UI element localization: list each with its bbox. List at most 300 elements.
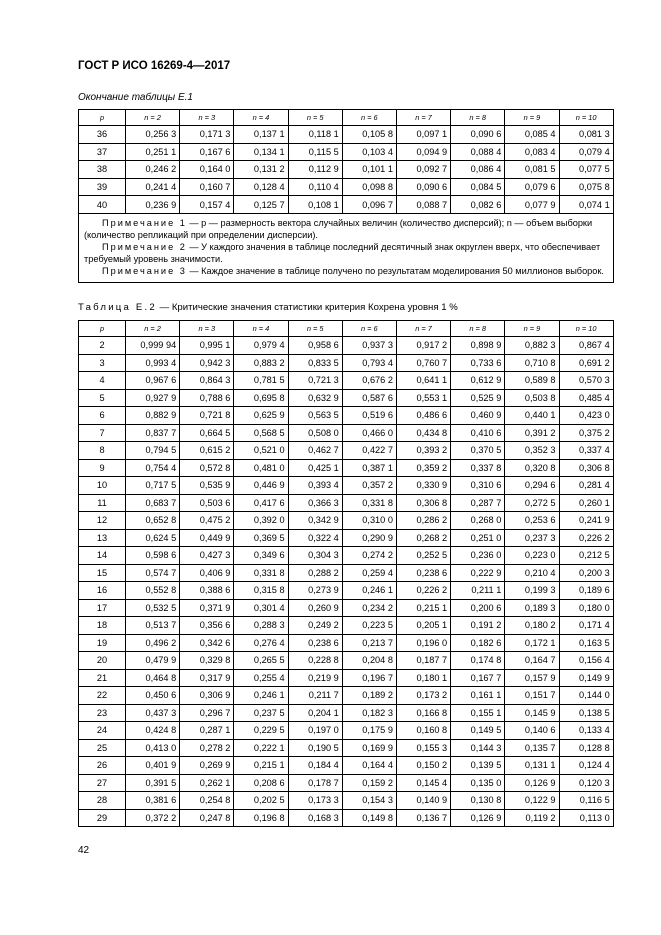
- table-row: [79, 652, 614, 670]
- table-cell: 0,371 9: [180, 599, 234, 617]
- table-cell: 0,462 7: [288, 442, 342, 460]
- table-cell: 0,356 6: [180, 617, 234, 635]
- row-p-cell: 7: [79, 424, 126, 442]
- table-cell: 0,288 2: [288, 564, 342, 582]
- table-cell: 0,269 9: [180, 757, 234, 775]
- table-cell: 0,135 0: [451, 774, 505, 792]
- column-header: n = 3: [180, 321, 234, 337]
- table-cell: 0,222 9: [451, 564, 505, 582]
- table-cell: 0,164 7: [505, 652, 559, 670]
- row-p-cell: 16: [79, 582, 126, 600]
- table-cell: 0,169 9: [342, 739, 396, 757]
- table-cell: 0,967 6: [126, 372, 180, 390]
- column-header: n = 8: [451, 110, 505, 126]
- table-cell: 0,268 0: [451, 512, 505, 530]
- table-cell: 0,587 6: [342, 389, 396, 407]
- table-cell: 0,130 8: [451, 792, 505, 810]
- table-cell: 0,337 8: [451, 459, 505, 477]
- table-cell: 0,252 5: [396, 547, 450, 565]
- table-cell: 0,286 2: [396, 512, 450, 530]
- table-cell: 0,149 9: [559, 669, 613, 687]
- table-cell: 0,413 0: [126, 739, 180, 757]
- table-cell: 0,437 3: [126, 704, 180, 722]
- note-2: [84, 242, 609, 266]
- table-cell: 0,196 7: [342, 669, 396, 687]
- table-cell: 0,155 3: [396, 739, 450, 757]
- table-cell: 0,108 1: [288, 196, 342, 214]
- row-p-cell: 12: [79, 512, 126, 530]
- row-p-cell: 29: [79, 809, 126, 827]
- table-cell: 0,937 3: [342, 337, 396, 355]
- table-cell: 0,375 2: [559, 424, 613, 442]
- table-cell: 0,215 1: [234, 757, 288, 775]
- table-row: [79, 161, 614, 179]
- table-cell: 0,077 5: [559, 161, 613, 179]
- table-cell: 0,391 2: [505, 424, 559, 442]
- table-cell: 0,226 2: [396, 582, 450, 600]
- column-header: p: [79, 321, 126, 337]
- table1-caption: Окончание таблицы Е.1: [78, 92, 193, 103]
- table-cell: 0,138 5: [559, 704, 613, 722]
- table-cell: 0,161 1: [451, 687, 505, 705]
- table-cell: 0,237 3: [505, 529, 559, 547]
- table-cell: 0,140 9: [396, 792, 450, 810]
- table-cell: 0,187 7: [396, 652, 450, 670]
- table-cell: 0,393 4: [288, 477, 342, 495]
- table-cell: 0,466 0: [342, 424, 396, 442]
- table-cell: 0,833 5: [288, 354, 342, 372]
- table-cell: 0,268 2: [396, 529, 450, 547]
- table-cell: 0,197 0: [288, 722, 342, 740]
- row-p-cell: 22: [79, 687, 126, 705]
- table-cell: 0,306 8: [396, 494, 450, 512]
- table-cell: 0,446 9: [234, 477, 288, 495]
- table-cell: 0,180 1: [396, 669, 450, 687]
- row-p-cell: 11: [79, 494, 126, 512]
- table-row: [79, 126, 614, 144]
- table-cell: 0,882 9: [126, 407, 180, 425]
- table-cell: 0,721 8: [180, 407, 234, 425]
- table-cell: 0,260 1: [559, 494, 613, 512]
- table-row: [79, 372, 614, 390]
- table-cell: 0,942 3: [180, 354, 234, 372]
- table2-header-row: [79, 321, 614, 337]
- table-cell: 0,247 8: [180, 809, 234, 827]
- table-cell: 0,212 5: [559, 547, 613, 565]
- table-cell: 0,570 3: [559, 372, 613, 390]
- table-cell: 0,342 9: [288, 512, 342, 530]
- table-cell: 0,167 6: [180, 143, 234, 161]
- table-cell: 0,260 9: [288, 599, 342, 617]
- table-cell: 0,521 0: [234, 442, 288, 460]
- table-cell: 0,995 1: [180, 337, 234, 355]
- table-cell: 0,088 7: [396, 196, 450, 214]
- table-cell: 0,228 8: [288, 652, 342, 670]
- table-cell: 0,222 1: [234, 739, 288, 757]
- table-row: [79, 407, 614, 425]
- table-cell: 0,464 8: [126, 669, 180, 687]
- table-cell: 0,210 4: [505, 564, 559, 582]
- table-cell: 0,486 6: [396, 407, 450, 425]
- table-cell: 0,254 8: [180, 792, 234, 810]
- table-cell: 0,449 9: [180, 529, 234, 547]
- table1-body: [79, 126, 614, 214]
- table-cell: 0,211 1: [451, 582, 505, 600]
- table-cell: 0,552 8: [126, 582, 180, 600]
- table-cell: 0,898 9: [451, 337, 505, 355]
- table-cell: 0,077 9: [505, 196, 559, 214]
- table-cell: 0,126 9: [451, 809, 505, 827]
- column-header: n = 4: [234, 110, 288, 126]
- table-cell: 0,320 8: [505, 459, 559, 477]
- table-row: [79, 617, 614, 635]
- table-cell: 0,612 9: [451, 372, 505, 390]
- table-cell: 0,238 6: [288, 634, 342, 652]
- document-header: ГОСТ Р ИСО 16269-4—2017: [78, 60, 231, 72]
- table-cell: 0,249 2: [288, 617, 342, 635]
- table-cell: 0,110 4: [288, 178, 342, 196]
- table-cell: 0,163 5: [559, 634, 613, 652]
- table-cell: 0,410 6: [451, 424, 505, 442]
- table-cell: 0,128 4: [234, 178, 288, 196]
- table2-caption: [78, 302, 458, 313]
- table-cell: 0,182 3: [342, 704, 396, 722]
- table-cell: 0,213 7: [342, 634, 396, 652]
- column-header: n = 6: [342, 321, 396, 337]
- row-p-cell: 27: [79, 774, 126, 792]
- table-cell: 0,572 8: [180, 459, 234, 477]
- table-cell: 0,422 7: [342, 442, 396, 460]
- table-cell: 0,287 7: [451, 494, 505, 512]
- table-cell: 0,310 0: [342, 512, 396, 530]
- table-cell: 0,131 1: [505, 757, 559, 775]
- table-cell: 0,124 4: [559, 757, 613, 775]
- table-cell: 0,589 8: [505, 372, 559, 390]
- table-cell: 0,359 2: [396, 459, 450, 477]
- table-cell: 0,219 9: [288, 669, 342, 687]
- table-cell: 0,246 2: [126, 161, 180, 179]
- table-cell: 0,074 1: [559, 196, 613, 214]
- table-row: [79, 178, 614, 196]
- table-cell: 0,173 2: [396, 687, 450, 705]
- table-cell: 0,208 6: [234, 774, 288, 792]
- table-cell: 0,151 7: [505, 687, 559, 705]
- table-cell: 0,211 7: [288, 687, 342, 705]
- note-3: [84, 266, 609, 278]
- table-cell: 0,867 4: [559, 337, 613, 355]
- note-2-label: Примечание 2: [102, 241, 187, 252]
- table-cell: 0,105 8: [342, 126, 396, 144]
- row-p-cell: 21: [79, 669, 126, 687]
- row-p-cell: 9: [79, 459, 126, 477]
- table-cell: 0,103 4: [342, 143, 396, 161]
- table-cell: 0,196 0: [396, 634, 450, 652]
- table-row: [79, 477, 614, 495]
- table-cell: 0,145 9: [505, 704, 559, 722]
- table-cell: 0,238 6: [396, 564, 450, 582]
- table-cell: 0,281 4: [559, 477, 613, 495]
- table-cell: 0,793 4: [342, 354, 396, 372]
- table-cell: 0,721 3: [288, 372, 342, 390]
- table-cell: 0,098 8: [342, 178, 396, 196]
- note-1: [84, 218, 609, 242]
- table-row: [79, 424, 614, 442]
- table-cell: 0,236 0: [451, 547, 505, 565]
- column-header: n = 7: [396, 110, 450, 126]
- table-row: [79, 512, 614, 530]
- table-cell: 0,525 9: [451, 389, 505, 407]
- table-cell: 0,200 3: [559, 564, 613, 582]
- table-cell: 0,155 1: [451, 704, 505, 722]
- table-cell: 0,135 7: [505, 739, 559, 757]
- table-cell: 0,979 4: [234, 337, 288, 355]
- table-cell: 0,695 8: [234, 389, 288, 407]
- table-cell: 0,122 9: [505, 792, 559, 810]
- table-cell: 0,652 8: [126, 512, 180, 530]
- table1-notes: [79, 213, 614, 282]
- row-p-cell: 28: [79, 792, 126, 810]
- table-cell: 0,450 6: [126, 687, 180, 705]
- table-cell: 0,086 4: [451, 161, 505, 179]
- table-row: [79, 739, 614, 757]
- table-cell: 0,081 5: [505, 161, 559, 179]
- table-cell: 0,157 9: [505, 669, 559, 687]
- table-cell: 0,079 4: [559, 143, 613, 161]
- table-row: [79, 529, 614, 547]
- table-cell: 0,392 0: [234, 512, 288, 530]
- table-cell: 0,149 8: [342, 809, 396, 827]
- row-p-cell: 26: [79, 757, 126, 775]
- table-cell: 0,625 9: [234, 407, 288, 425]
- column-header: n = 2: [126, 110, 180, 126]
- table-cell: 0,331 8: [234, 564, 288, 582]
- table-cell: 0,237 5: [234, 704, 288, 722]
- table-row: [79, 792, 614, 810]
- table-cell: 0,223 5: [342, 617, 396, 635]
- table-cell: 0,440 1: [505, 407, 559, 425]
- table-cell: 0,246 1: [342, 582, 396, 600]
- table-row: [79, 337, 614, 355]
- table-cell: 0,234 2: [342, 599, 396, 617]
- table-cell: 0,864 3: [180, 372, 234, 390]
- table-cell: 0,296 7: [180, 704, 234, 722]
- table-cell: 0,088 4: [451, 143, 505, 161]
- table-row: [79, 442, 614, 460]
- table-cell: 0,788 6: [180, 389, 234, 407]
- note-1-text: — p — размерность вектора случайных величин (количество дисперсий); n — объем выборки (количество репликаций при определении дисперсии).: [84, 217, 593, 240]
- table-cell: 0,883 2: [234, 354, 288, 372]
- table-cell: 0,331 8: [342, 494, 396, 512]
- table-cell: 0,159 2: [342, 774, 396, 792]
- table-cell: 0,265 5: [234, 652, 288, 670]
- table-cell: 0,145 4: [396, 774, 450, 792]
- table2-body: [79, 337, 614, 827]
- table-cell: 0,278 2: [180, 739, 234, 757]
- table-cell: 0,085 4: [505, 126, 559, 144]
- table-cell: 0,171 4: [559, 617, 613, 635]
- table-cell: 0,882 3: [505, 337, 559, 355]
- row-p-cell: 15: [79, 564, 126, 582]
- table-cell: 0,215 1: [396, 599, 450, 617]
- table-cell: 0,096 7: [342, 196, 396, 214]
- column-header: n = 4: [234, 321, 288, 337]
- table-row: [79, 196, 614, 214]
- table-cell: 0,927 9: [126, 389, 180, 407]
- table-cell: 0,144 0: [559, 687, 613, 705]
- table-cell: 0,424 8: [126, 722, 180, 740]
- table-cell: 0,116 5: [559, 792, 613, 810]
- table-cell: 0,113 0: [559, 809, 613, 827]
- table-cell: 0,115 5: [288, 143, 342, 161]
- table-cell: 0,189 6: [559, 582, 613, 600]
- table-cell: 0,330 9: [396, 477, 450, 495]
- table-cell: 0,342 6: [180, 634, 234, 652]
- table-cell: 0,253 6: [505, 512, 559, 530]
- table-cell: 0,131 2: [234, 161, 288, 179]
- table-cell: 0,149 5: [451, 722, 505, 740]
- table-cell: 0,200 6: [451, 599, 505, 617]
- table-cell: 0,204 1: [288, 704, 342, 722]
- table-cell: 0,710 8: [505, 354, 559, 372]
- table-cell: 0,423 0: [559, 407, 613, 425]
- column-header: n = 10: [559, 110, 613, 126]
- note-3-text: — Каждое значение в таблице получено по результатам моделирования 50 миллионов выборок.: [186, 265, 604, 276]
- table-cell: 0,315 8: [234, 582, 288, 600]
- table2-caption-text: — Критические значения статистики критерия Кохрена уровня 1 %: [156, 302, 458, 313]
- table-cell: 0,139 5: [451, 757, 505, 775]
- row-p-cell: 8: [79, 442, 126, 460]
- table-cell: 0,126 9: [505, 774, 559, 792]
- column-header: p: [79, 110, 126, 126]
- table-cell: 0,133 4: [559, 722, 613, 740]
- table-cell: 0,733 6: [451, 354, 505, 372]
- table-cell: 0,568 5: [234, 424, 288, 442]
- table-cell: 0,366 3: [288, 494, 342, 512]
- row-p-cell: 6: [79, 407, 126, 425]
- table-cell: 0,205 1: [396, 617, 450, 635]
- table-row: [79, 669, 614, 687]
- row-p-cell: 10: [79, 477, 126, 495]
- column-header: n = 3: [180, 110, 234, 126]
- table-cell: 0,917 2: [396, 337, 450, 355]
- table-cell: 0,202 5: [234, 792, 288, 810]
- table-cell: 0,485 4: [559, 389, 613, 407]
- table-cell: 0,184 4: [288, 757, 342, 775]
- row-p-cell: 18: [79, 617, 126, 635]
- note-3-label: Примечание 3: [102, 265, 187, 276]
- table-cell: 0,304 3: [288, 547, 342, 565]
- table-cell: 0,128 8: [559, 739, 613, 757]
- table-cell: 0,144 3: [451, 739, 505, 757]
- table-row: [79, 459, 614, 477]
- table-row: [79, 634, 614, 652]
- table-cell: 0,781 5: [234, 372, 288, 390]
- table-cell: 0,118 1: [288, 126, 342, 144]
- table-cell: 0,553 1: [396, 389, 450, 407]
- table-cell: 0,475 2: [180, 512, 234, 530]
- table-cell: 0,349 6: [234, 547, 288, 565]
- table-cell: 0,306 9: [180, 687, 234, 705]
- table-cell: 0,317 9: [180, 669, 234, 687]
- row-p-cell: 25: [79, 739, 126, 757]
- table-cell: 0,288 3: [234, 617, 288, 635]
- table-cell: 0,427 3: [180, 547, 234, 565]
- table-cell: 0,479 9: [126, 652, 180, 670]
- table-cell: 0,083 4: [505, 143, 559, 161]
- table-cell: 0,251 1: [126, 143, 180, 161]
- column-header: n = 10: [559, 321, 613, 337]
- table-cell: 0,369 5: [234, 529, 288, 547]
- table-cell: 0,173 3: [288, 792, 342, 810]
- table-cell: 0,306 8: [559, 459, 613, 477]
- table-cell: 0,137 1: [234, 126, 288, 144]
- row-p-cell: 36: [79, 126, 126, 144]
- row-p-cell: 39: [79, 178, 126, 196]
- table-row: [79, 389, 614, 407]
- table-cell: 0,460 9: [451, 407, 505, 425]
- table-cell: 0,993 4: [126, 354, 180, 372]
- table-cell: 0,199 3: [505, 582, 559, 600]
- table-cell: 0,337 4: [559, 442, 613, 460]
- table-cell: 0,167 7: [451, 669, 505, 687]
- table-cell: 0,503 8: [505, 389, 559, 407]
- table-cell: 0,251 0: [451, 529, 505, 547]
- table-cell: 0,615 2: [180, 442, 234, 460]
- table-cell: 0,101 1: [342, 161, 396, 179]
- table-cell: 0,168 3: [288, 809, 342, 827]
- table-cell: 0,182 6: [451, 634, 505, 652]
- table-cell: 0,090 6: [396, 178, 450, 196]
- table-cell: 0,691 2: [559, 354, 613, 372]
- table-cell: 0,178 7: [288, 774, 342, 792]
- table-cell: 0,958 6: [288, 337, 342, 355]
- table-cell: 0,388 6: [180, 582, 234, 600]
- table-row: [79, 354, 614, 372]
- row-p-cell: 23: [79, 704, 126, 722]
- table-row: [79, 547, 614, 565]
- table-cell: 0,717 5: [126, 477, 180, 495]
- table-cell: 0,406 9: [180, 564, 234, 582]
- page-number: 42: [78, 845, 90, 856]
- table-cell: 0,160 7: [180, 178, 234, 196]
- table-cell: 0,241 4: [126, 178, 180, 196]
- table-cell: 0,136 7: [396, 809, 450, 827]
- table-cell: 0,357 2: [342, 477, 396, 495]
- column-header: n = 8: [451, 321, 505, 337]
- table-cell: 0,301 4: [234, 599, 288, 617]
- table-row: [79, 582, 614, 600]
- table-cell: 0,160 8: [396, 722, 450, 740]
- note-1-label: Примечание 1: [102, 217, 187, 228]
- row-p-cell: 37: [79, 143, 126, 161]
- table-cell: 0,273 9: [288, 582, 342, 600]
- table-cell: 0,090 6: [451, 126, 505, 144]
- table-cell: 0,624 5: [126, 529, 180, 547]
- table-cell: 0,094 9: [396, 143, 450, 161]
- table-cell: 0,246 1: [234, 687, 288, 705]
- row-p-cell: 38: [79, 161, 126, 179]
- table-cell: 0,226 2: [559, 529, 613, 547]
- table-cell: 0,236 9: [126, 196, 180, 214]
- table-row: [79, 687, 614, 705]
- table-cell: 0,290 9: [342, 529, 396, 547]
- table-cell: 0,322 4: [288, 529, 342, 547]
- table-cell: 0,287 1: [180, 722, 234, 740]
- table-cell: 0,391 5: [126, 774, 180, 792]
- table-cell: 0,310 6: [451, 477, 505, 495]
- table-cell: 0,180 2: [505, 617, 559, 635]
- table-cell: 0,794 5: [126, 442, 180, 460]
